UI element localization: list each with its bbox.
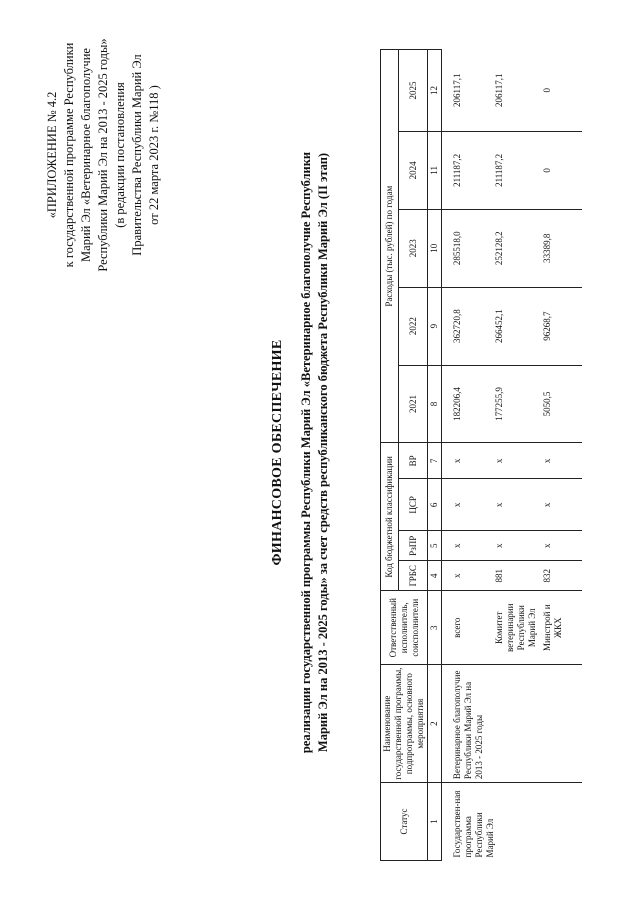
grbs-cell: 832 (540, 561, 582, 591)
column-number: 8 (428, 365, 442, 443)
vr-cell: x (492, 443, 540, 479)
program-name-cell: Ветеринарное благополучие Республики Марий Эл на 2013 - 2025 годы (442, 665, 583, 783)
appendix-line: к государственной программе Республики (62, 42, 76, 268)
csr-cell: x (540, 479, 582, 531)
expense-cell: 33389,8 (540, 209, 582, 287)
expense-cell: 0 (540, 50, 582, 132)
expense-cell: 285518,0 (442, 209, 493, 287)
column-number: 11 (428, 131, 442, 209)
header-status: Статус (381, 783, 428, 861)
expense-cell: 211187,2 (442, 131, 493, 209)
column-number: 3 (428, 591, 442, 665)
grbs-cell: 881 (492, 561, 540, 591)
document-subtitle (298, 40, 332, 865)
expense-cell: 266452,1 (492, 287, 540, 365)
header-csr: ЦСР (399, 479, 428, 531)
appendix-line: Марий Эл «Ветеринарное благополучие (79, 48, 93, 262)
header-year: 2025 (399, 50, 428, 132)
header-year: 2024 (399, 131, 428, 209)
column-number: 4 (428, 561, 442, 591)
header-year: 2022 (399, 287, 428, 365)
document-title: ФИНАНСОВОЕ ОБЕСПЕЧЕНИЕ (270, 339, 285, 566)
status-cell: Государствен-ная программа Республики Марий Эл (452, 790, 495, 858)
header-year: 2021 (399, 365, 428, 443)
executor-cell: Минстрой и ЖКХ (540, 591, 582, 665)
column-number: 12 (428, 50, 442, 132)
rzpr-cell: x (540, 531, 582, 561)
expense-cell: 362720,8 (442, 287, 493, 365)
header-vr: ВР (399, 443, 428, 479)
header-year: 2023 (399, 209, 428, 287)
csr-cell: x (492, 479, 540, 531)
grbs-cell: x (442, 561, 493, 591)
column-number: 2 (428, 665, 442, 783)
rzpr-cell: x (442, 531, 493, 561)
column-number: 7 (428, 443, 442, 479)
header-budget-code: Код бюджетной классификации (381, 443, 399, 591)
rzpr-cell: x (492, 531, 540, 561)
expense-cell: 211187,2 (492, 131, 540, 209)
table-row (442, 50, 493, 861)
appendix-line: Республики Марий Эл на 2013 - 2025 годы» (96, 38, 110, 272)
executor-cell: всего (442, 591, 493, 665)
vr-cell: x (540, 443, 582, 479)
expense-cell: 0 (540, 131, 582, 209)
header-rzpr: РзПР (399, 531, 428, 561)
column-number: 10 (428, 209, 442, 287)
appendix-note (44, 25, 163, 285)
expense-cell: 182206,4 (442, 365, 493, 443)
subtitle-line: реализации государственной программы Республики Марий Эл «Ветеринарное благополучие Республики (299, 151, 313, 754)
expense-cell: 206117,1 (492, 50, 540, 132)
appendix-line: от 22 марта 2023 г. №118 ) (147, 85, 161, 225)
csr-cell: x (442, 479, 493, 531)
expense-cell: 177255,9 (492, 365, 540, 443)
expense-cell: 206117,1 (442, 50, 493, 132)
column-number: 1 (428, 783, 442, 861)
financing-table (380, 49, 582, 861)
appendix-line: (в редакции постановления (113, 82, 127, 228)
column-number: 5 (428, 531, 442, 561)
vr-cell: x (442, 443, 493, 479)
header-expenses: Расходы (тыс. рублей) по годам (381, 50, 399, 443)
appendix-line: «ПРИЛОЖЕНИЕ № 4.2 (45, 91, 59, 219)
executor-cell: Комитет ветеринарии Республики Марий Эл (492, 591, 540, 665)
appendix-line: Правительства Республики Марий Эл (130, 54, 144, 256)
expense-cell: 96268,7 (540, 287, 582, 365)
expense-cell: 5050,5 (540, 365, 582, 443)
header-executor: Ответственный исполнитель, соисполнители (381, 591, 428, 665)
header-grbs: ГРБС (399, 561, 428, 591)
header-name: Наименование государственной программы, подпрограммы, основного мероприятия (381, 665, 428, 783)
column-number: 9 (428, 287, 442, 365)
column-number: 6 (428, 479, 442, 531)
subtitle-line: Марий Эл на 2013 - 2025 годы» за счет средств республиканского бюджета Республики Марий Эл (II этап) (316, 152, 330, 753)
expense-cell: 252128,2 (492, 209, 540, 287)
